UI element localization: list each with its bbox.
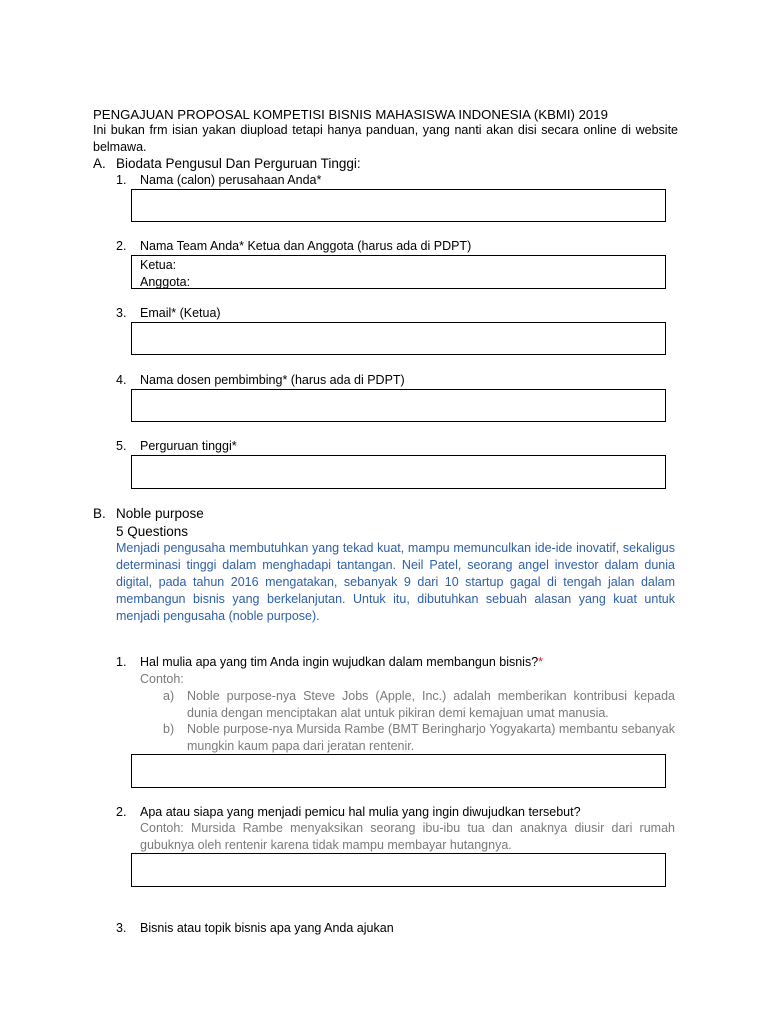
field-5-number: 5. bbox=[116, 439, 127, 453]
section-b-letter: B. bbox=[93, 506, 106, 521]
section-b-heading bbox=[93, 505, 693, 523]
question-2-answer-box[interactable] bbox=[131, 853, 666, 887]
field-5-label bbox=[116, 438, 676, 456]
field-3-number: 3. bbox=[116, 306, 127, 320]
field-2-number: 2. bbox=[116, 239, 127, 253]
question-2-example: Contoh: Mursida Rambe menyaksikan seorang ibu-ibu tua dan anaknya diusir dari rumah gubuknya oleh rentenir karena tidak mampu membayar hutangnya. bbox=[140, 821, 675, 852]
question-2-text: Apa atau siapa yang menjadi pemicu hal mulia yang ingin diwujudkan tersebut? bbox=[140, 805, 581, 819]
team-members-label: Anggota: bbox=[140, 275, 191, 289]
question-1 bbox=[116, 654, 676, 672]
field-3-input-box[interactable] bbox=[131, 322, 666, 355]
field-5-text: Perguruan tinggi* bbox=[140, 439, 237, 453]
question-2-number: 2. bbox=[116, 805, 127, 819]
field-4-label bbox=[116, 372, 676, 390]
field-4-number: 4. bbox=[116, 373, 127, 387]
field-4-text: Nama dosen pembimbing* (harus ada di PDPT) bbox=[140, 373, 405, 387]
example-a-marker: a) bbox=[163, 689, 175, 703]
field-2-input-box[interactable] bbox=[131, 255, 666, 289]
field-4-input-box[interactable] bbox=[131, 389, 666, 422]
example-a-text: Noble purpose-nya Steve Jobs (Apple, Inc.) adalah memberikan kontribusi kepada dunia dengan menciptakan alat untuk pikiran demi kemajuan umat manusia. bbox=[187, 689, 675, 720]
section-a-title: Biodata Pengusul Dan Perguruan Tinggi: bbox=[116, 156, 361, 171]
question-1-text-wrap bbox=[140, 654, 543, 671]
document-title: PENGAJUAN PROPOSAL KOMPETISI BISNIS MAHASISWA INDONESIA (KBMI) 2019 bbox=[93, 107, 608, 122]
field-1-label bbox=[116, 172, 676, 190]
section-a-letter: A. bbox=[93, 156, 106, 171]
example-b-marker: b) bbox=[163, 722, 175, 736]
field-1-number: 1. bbox=[116, 173, 127, 187]
team-leader-label: Ketua: bbox=[140, 258, 177, 272]
section-b-description: Menjadi pengusaha membutuhkan yang tekad kuat, mampu memunculkan ide-ide inovatif, sekaligus determinasi tinggi dalam menghadapi tantangan. Neil Patel, seorang angel investor dalam dunia digital, pada tahun 2016 mengatakan, sebanyak 9 dari 10 startup gagal di tengah jalan dalam membangun bisnis yang berkelanjutan. Untuk itu, dibutuhkan sebuah alasan yang kuat untuk menjadi pengusaha (noble purpose). bbox=[116, 541, 675, 623]
question-3 bbox=[116, 920, 676, 938]
example-b-text: Noble purpose-nya Mursida Rambe (BMT Beringharjo Yogyakarta) membantu sebanyak mungkin kaum papa dari jeratan rentenir. bbox=[187, 722, 675, 753]
question-3-text: Bisnis atau topik bisnis apa yang Anda ajukan bbox=[140, 921, 394, 935]
question-1-text: Hal mulia apa yang tim Anda ingin wujudkan dalam membangun bisnis? bbox=[140, 655, 539, 669]
document-intro: Ini bukan frm isian yakan diupload tetapi hanya panduan, yang nanti akan disi secara online di website belmawa. bbox=[93, 123, 678, 154]
question-1-example-label: Contoh: bbox=[140, 672, 184, 686]
field-5-input-box[interactable] bbox=[131, 455, 666, 489]
field-3-text: Email* (Ketua) bbox=[140, 306, 221, 320]
question-1-answer-box[interactable] bbox=[131, 754, 666, 788]
required-mark: * bbox=[538, 655, 544, 669]
question-1-number: 1. bbox=[116, 655, 127, 669]
field-3-label bbox=[116, 305, 676, 323]
field-2-text: Nama Team Anda* Ketua dan Anggota (harus ada di PDPT) bbox=[140, 239, 472, 253]
field-1-input-box[interactable] bbox=[131, 189, 666, 222]
question-3-number: 3. bbox=[116, 921, 127, 935]
field-2-label bbox=[116, 238, 676, 256]
section-b-subtitle: 5 Questions bbox=[116, 524, 189, 539]
section-a-heading bbox=[93, 155, 693, 173]
section-b-title: Noble purpose bbox=[116, 506, 204, 521]
field-1-text: Nama (calon) perusahaan Anda* bbox=[140, 173, 322, 187]
